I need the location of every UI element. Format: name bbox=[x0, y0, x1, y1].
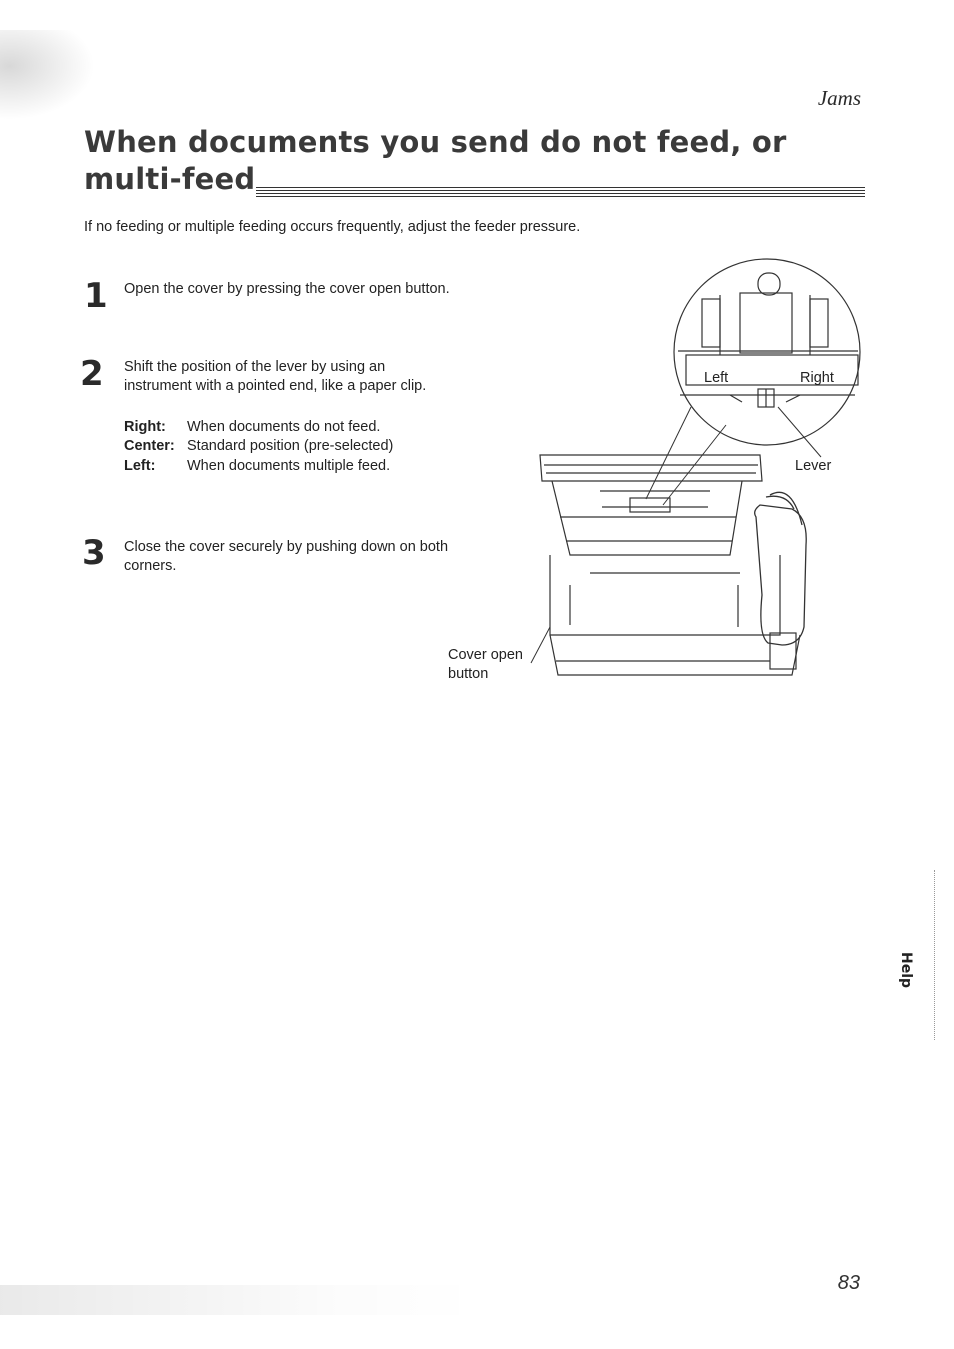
scan-shadow-bottom bbox=[0, 1285, 480, 1315]
lever-label: Lever bbox=[795, 458, 832, 474]
option-text: When documents do not feed. bbox=[187, 419, 381, 435]
step-3-line-1: Close the cover securely by pushing down on both bbox=[124, 539, 449, 555]
page-title-line-1: When documents you send do not feed, or bbox=[84, 125, 787, 159]
step-3-number: 3 bbox=[82, 533, 106, 573]
step-2-text bbox=[124, 358, 426, 396]
magnifier-leader-lines bbox=[646, 407, 821, 505]
side-tab-rule bbox=[934, 870, 936, 1040]
page-number: 83 bbox=[837, 1272, 860, 1294]
intro-text: If no feeding or multiple feeding occurs frequently, adjust the feeder pressure. bbox=[84, 219, 581, 235]
cover-button-leader bbox=[531, 627, 550, 663]
title-rule bbox=[256, 187, 865, 197]
cover-label-line-2: button bbox=[448, 666, 489, 682]
cover-open-button-label bbox=[448, 646, 523, 684]
option-label: Left: bbox=[124, 458, 156, 474]
option-label: Right: bbox=[124, 419, 166, 435]
lever-option-left bbox=[124, 458, 390, 474]
right-label: Right bbox=[800, 370, 834, 386]
left-label: Left bbox=[704, 370, 729, 386]
help-side-tab bbox=[888, 950, 924, 990]
section-label: Jams bbox=[817, 86, 861, 110]
step-1-text bbox=[124, 280, 450, 299]
step-3-line-2: corners. bbox=[124, 558, 177, 574]
cover-label-line-1: Cover open bbox=[448, 647, 523, 663]
scan-shadow-top-left bbox=[0, 30, 95, 120]
lever-option-center bbox=[124, 438, 393, 454]
step-2-line-2: instrument with a pointed end, like a paper clip. bbox=[124, 378, 427, 394]
step-1-number: 1 bbox=[84, 276, 108, 316]
option-label: Center: bbox=[124, 438, 175, 454]
help-tab-label: Help bbox=[898, 951, 915, 989]
step-2-number: 2 bbox=[80, 354, 104, 394]
page-title-line-2: multi-feed bbox=[84, 162, 256, 196]
step-2-line-1: Shift the position of the lever by using an bbox=[124, 359, 386, 375]
fax-machine-illustration bbox=[530, 255, 870, 695]
step-1-line: Open the cover by pressing the cover open button. bbox=[124, 281, 450, 297]
option-text: Standard position (pre-selected) bbox=[187, 438, 394, 454]
lever-detail-magnifier bbox=[674, 259, 860, 445]
option-text: When documents multiple feed. bbox=[187, 458, 391, 474]
step-3-text bbox=[124, 538, 448, 576]
fax-machine-body bbox=[540, 455, 800, 675]
lever-option-right bbox=[124, 419, 380, 435]
